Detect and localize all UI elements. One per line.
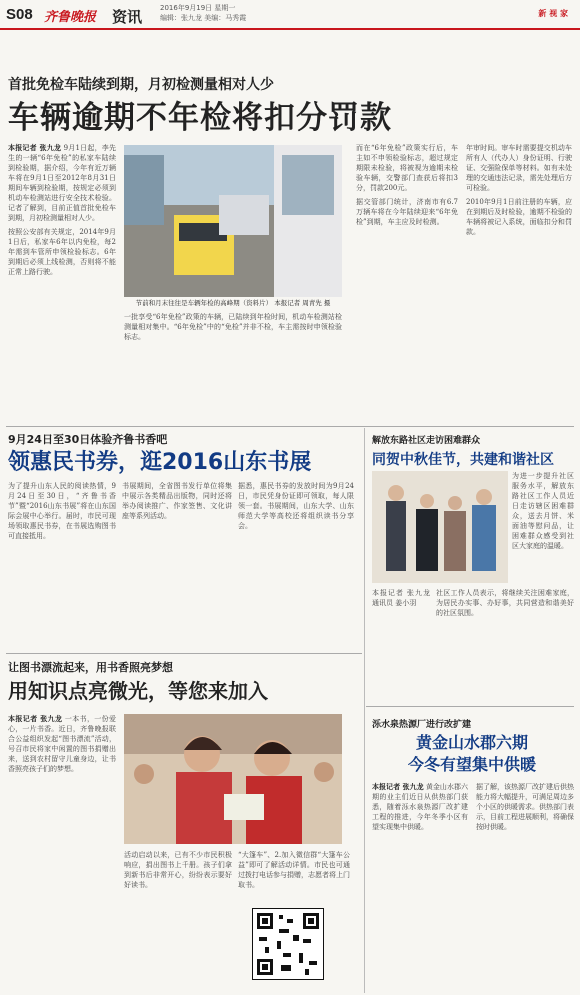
article1-byline: 本报记者 张九龙 <box>8 143 62 152</box>
article3-headline: 同贺中秋佳节，共建和谐社区 <box>372 452 554 468</box>
article4-kicker: 让图书漂流起来，用书香照亮梦想 <box>8 661 173 674</box>
newspaper-logo: 齐鲁晚报 <box>44 10 97 25</box>
article5-headline-line1: 黄金山水郡六期 <box>415 733 528 752</box>
article3-col2: 社区工作人员表示，将继续关注困难家庭，为居民办实事、办好事，共同营造和谐美好的社区氛围。 <box>436 589 574 617</box>
site-label: 新 视 家 <box>538 9 568 18</box>
article2-headline: 领惠民书券，逛2016山东书展 <box>8 450 312 475</box>
article1-col3-text: 而在“6年免检”政策实行后，车主如不申领检验标志，超过规定期限未检验，将被视为逾期未检验车辆，交警部门查获后将扣3分，罚款200元。 <box>356 144 458 192</box>
divider-2 <box>6 653 362 654</box>
article4-photo <box>124 714 342 844</box>
article2-col1: 为了提升山东人民的阅读热情，9月24日至30日，“齐鲁书香节”暨“2016山东书展”将在山东国际会展中心举行。届时，市民可现场领取惠民书券，在书展选购图书可直接抵用。 <box>8 482 116 540</box>
article5-col1-text: 黄金山水郡六期的业主们近日从供热部门获悉，随着泺水泉热源厂改扩建工程的推进，今年冬季小区有望实现集中供暖。 <box>372 783 468 831</box>
page-number: S08 <box>6 6 33 23</box>
article4-col1 <box>8 714 116 989</box>
article5-kicker: 泺水泉热源厂进行改扩建 <box>372 720 472 730</box>
article3-byline: 本报记者 张九龙 通讯员 姜小羽 <box>372 589 430 607</box>
editor-credits: 编辑：张九龙 美编：马秀霞 <box>160 14 247 22</box>
article5-headline-line2: 今冬有望集中供暖 <box>407 755 536 774</box>
article3-col1: 为进一步提升社区服务水平，解放东路社区工作人员近日走访辖区困难群众，送去月饼、米面油等慰问品，让困难群众感受到社区大家庭的温暖。 <box>512 472 574 550</box>
article5-byline: 本报记者 张九龙 <box>372 782 424 791</box>
article1-col4b: 2010年9月1日前注册的车辆，应在到期后及时检验，逾期不检验的车辆将被记入系统，面临扣分和罚款。 <box>466 198 572 236</box>
article1-col1b: 按照公安部有关规定，2014年9月1日后，私家车6年以内免检，每2年需到车管所申领检验标志。6年到期后必须上线检测，否则将不能正常上路行驶。 <box>8 228 116 276</box>
article3-kicker: 解放东路社区走访困难群众 <box>372 436 481 446</box>
article4-byline: 本报记者 张九龙 <box>8 714 63 723</box>
article4-col2: 活动启动以来，已有不少市民积极响应，捐出图书上千册。孩子们拿到新书后非常开心，纷纷表示要好好读书。 <box>124 851 232 889</box>
vertical-divider <box>364 428 365 993</box>
article1-col1-text: 9月1日起，李先生的一辆“6年免检”的私家车陆续到检验期，据介绍，今年有近万辆车将在9月1日至2012年8月31日期间车辆到检验期，按规定必须到机动车检测站进行安全技术检验。记者了解到，目前正值首批免检车到期，月初检测量相对人少。 <box>8 144 116 222</box>
article1-col1 <box>8 143 116 421</box>
article2-col3: 据悉，惠民书券的发放时间为9月24日，市民凭身份证即可领取，每人限领一套。书展期间，山东大学、山东师范大学等高校还将组织读书分享会。 <box>238 482 354 530</box>
article1-headline: 车辆逾期不年检将扣分罚款 <box>8 100 392 136</box>
article1-col4 <box>466 143 572 421</box>
article1-col4-text: 年审时间。审车时需要提交机动车所有人（代办人）身份证明、行驶证、交强险保单等材料。如有未处理的交通违法记录，需先处理后方可检验。 <box>466 144 572 192</box>
article3-photo <box>372 471 508 583</box>
issue-meta <box>160 3 246 23</box>
article5-col1 <box>372 782 468 989</box>
qr-code <box>252 908 324 980</box>
article4-headline: 用知识点亮微光，等您来加入 <box>8 679 268 703</box>
divider-3 <box>366 706 574 707</box>
article5-headline <box>372 732 572 776</box>
article1-photo <box>124 145 342 297</box>
issue-date: 2016年9月19日 星期一 <box>160 4 236 12</box>
article4-col3: “大篷车”、2.加入微信群“大篷车公益”即可了解活动详情。市民也可通过拨打电话参与捐赠，志愿者将上门取书。 <box>238 851 350 889</box>
article1-kicker: 首批免检车陆续到期，月初检测量相对人少 <box>8 77 274 93</box>
article4-col1-text: 一本书，一份爱心，一片书香。近日，齐鲁晚报联合公益组织发起“图书漂流”活动，号召市民将家中闲置的图书捐赠出来，送到农村留守儿童身边，让书香照亮孩子们的梦想。 <box>8 715 116 773</box>
page-header <box>0 0 580 30</box>
article1-col3b: 据交管部门统计，济南市有6.7万辆车将在今年陆续迎来“6年免检”到期，车主应及时检测。 <box>356 198 458 226</box>
divider-1 <box>6 426 574 427</box>
article2-col2: 书展期间，全省图书发行单位将集中展示各类精品出版物，同时还将举办阅读推广、作家签售、文化讲座等系列活动。 <box>122 482 232 520</box>
section-title: 资讯 <box>112 8 143 26</box>
article5-col2: 据了解，该热源厂改扩建后供热能力将大幅提升，可满足周边多个小区的供暖需求。供热部门表示，目前工程进展顺利，将确保按时供暖。 <box>476 783 574 831</box>
article2-kicker: 9月24日至30日体验齐鲁书香吧 <box>8 433 168 446</box>
article1-photo-caption: 节前和月末往往是车辆年检的高峰期（资料片） 本报记者 周青先 摄 <box>135 299 331 307</box>
article1-col2: 一批享受“6年免检”政策的车辆，已陆续到年检时间，机动车检测站检测量相对集中。“6年免检”中的“免检”并非不检，车主需按时申领检验标志。 <box>124 313 342 341</box>
article1-col3 <box>356 143 458 421</box>
